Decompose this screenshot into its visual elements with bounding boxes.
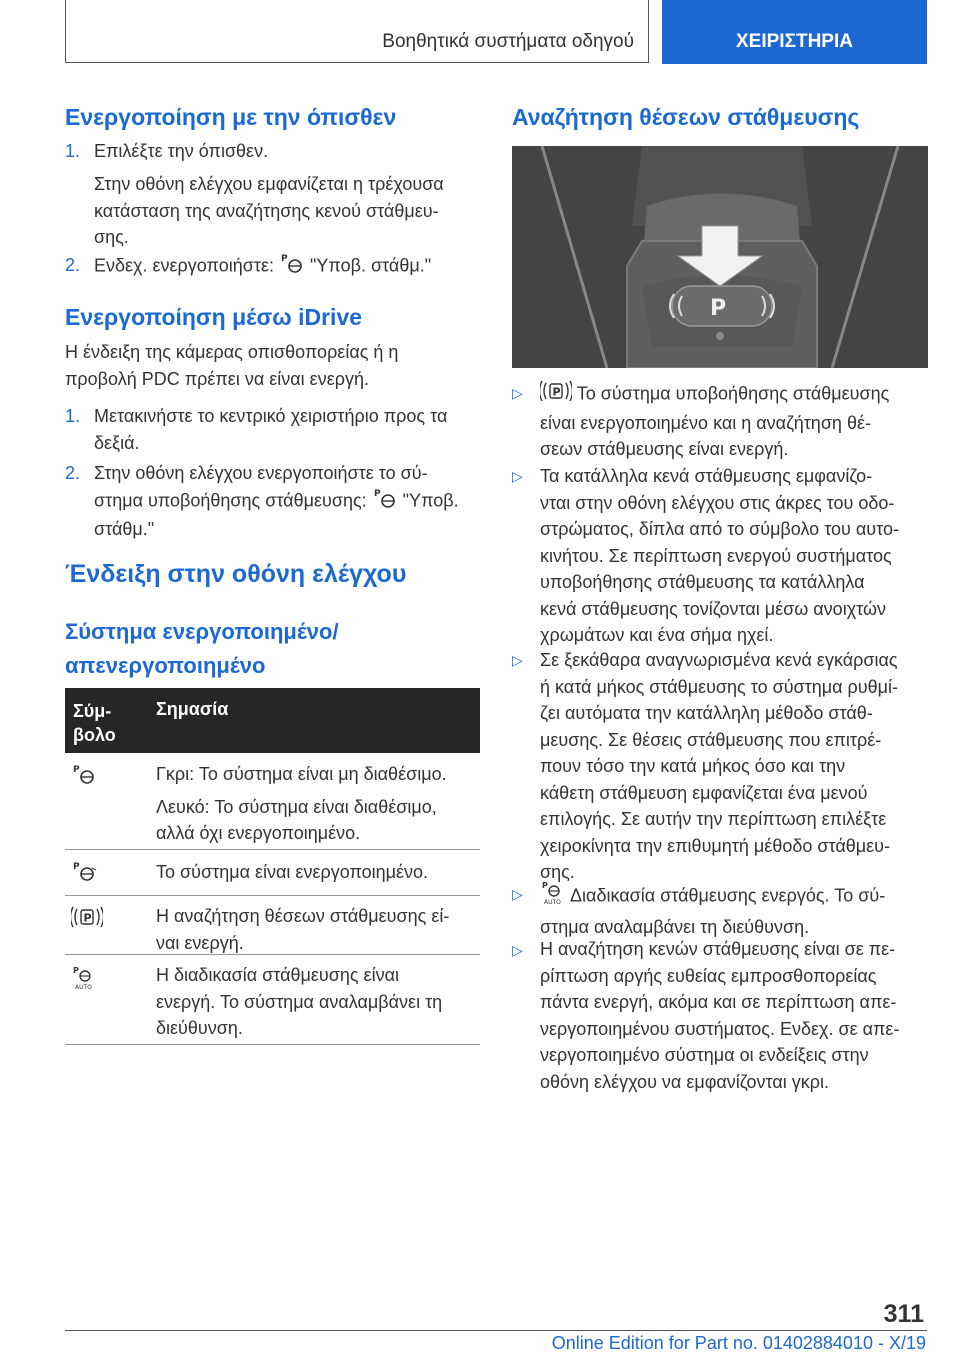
svg-text:P: P	[73, 966, 79, 975]
bullet-text: Τα κατάλληλα κενά στάθμευσης εμφανίζο- νται στην οθόνη ελέγχου στις άκρες του οδο- στρώματος, δίπλα από το σύμβολο του αυτο- κινήτου. Σε περίπτωση ενεργού συστήματος υποβοήθησης στάθμευσης τα κατάλληλα κενά στάθμευσης τονίζονται μέσω ανοιχτών χρωμάτων και ένα σήμα ηχεί.	[540, 466, 900, 645]
svg-text:P: P	[73, 765, 80, 775]
footer-divider	[65, 1330, 927, 1331]
step-number: 2.	[65, 463, 81, 483]
step-text: Επιλέξτε την όπισθεν.	[94, 141, 269, 161]
step-number: 1.	[65, 141, 81, 161]
park-auto-icon	[71, 965, 97, 996]
parking-search-icon	[540, 380, 572, 410]
heading-display: Ένδειξη στην οθόνη ελέγχου	[65, 560, 407, 588]
svg-text:P: P	[281, 254, 288, 264]
park-assist-active-icon	[71, 860, 99, 887]
bullet-text: Σε ξεκάθαρα αναγνωρισμένα κενά εγκάρσιας ή κατά μήκος στάθμευσης το σύστημα ρυθμί- ζει αυτόματα την κατάλληλη μέθοδο στάθ- μευσης. Σε θέσεις στάθμευσης που επιτρέ- πουν τόσο την κατά μήκος όσο και την κάθετη στάθμευση εμφανίζεται ένα μενού επιλογής. Σε αυτήν την περίπτωση επιλέξτε χειροκίνητα την επιθυμητή μέθοδο στάθμευ- σης.	[540, 650, 899, 882]
step-number: 2.	[65, 255, 81, 275]
heading-reverse-activation: Ενεργοποίηση με την όπισθεν	[65, 104, 397, 130]
heading-parking-search: Αναζήτηση θέσεων στάθμευσης	[512, 104, 860, 130]
heading-system-state: Σύστημα ενεργοποιημένο/ απενεργοποιημένο	[65, 619, 339, 678]
step-subtext: Στην οθόνη ελέγχου εμφανίζεται η τρέχουσα κατάσταση της αναζήτησης κενού στάθμευ- σης.	[94, 174, 444, 247]
svg-text:P: P	[542, 881, 548, 890]
step-text: Ενδεχ. ενεργοποιήστε: P "Υποβ. στάθμ."	[94, 252, 431, 282]
park-assist-icon	[71, 763, 97, 790]
svg-text:P: P	[83, 911, 92, 925]
column-header-meaning: Σημασία	[156, 699, 229, 719]
svg-text:P: P	[552, 385, 561, 399]
page-header	[65, 0, 927, 64]
section-title: Βοηθητικά συστήματα οδηγού	[65, 0, 649, 63]
bullet-text: P AUTO Διαδικασία στάθμευσης ενεργός. Το σύ- στημα αναλαμβάνει τη διεύθυνση.	[540, 881, 886, 937]
bullet-marker: ▷	[512, 942, 523, 958]
park-assist-icon	[372, 487, 398, 517]
step-text: Στην οθόνη ελέγχου ενεργοποιήστε το σύ- στημα υποβοήθησης στάθμευσης: P "Υποβ. στάθμ."	[94, 463, 459, 539]
bullet-text: Η αναζήτηση κενών στάθμευσης είναι σε πε- ρίπτωση αργής ευθείας εμπροσθοπορείας πάντα ενεργή, ακόμα και σε περίπτωση απε- νεργοποιημένου συστήματος. Ενδεχ. σε απε- νεργοποιημένο σύστημα οι ενδείξεις στην οθόνη ελέγχου να εμφανίζονται γκρι.	[540, 939, 900, 1092]
bullet-marker: ▷	[512, 652, 523, 668]
parking-search-icon	[71, 906, 103, 933]
heading-idrive-activation: Ενεργοποίηση μέσω iDrive	[65, 304, 363, 330]
svg-text:P: P	[73, 862, 80, 872]
bullet-marker: ▷	[512, 886, 523, 902]
parking-search-illustration	[512, 146, 928, 368]
svg-text:AUTO: AUTO	[75, 984, 92, 991]
step-number: 1.	[65, 406, 81, 426]
bullet-marker: ▷	[512, 468, 523, 484]
park-auto-icon	[540, 880, 566, 914]
table-row: P Γκρι: Το σύστημα είναι μη διαθέσιμο. Λευκό: Το σύστημα είναι διαθέσιμο, αλλά όχι ενεργοποιημένο.	[65, 753, 480, 850]
park-assist-icon	[279, 252, 305, 282]
edition-footer: Online Edition for Part no. 01402884010 - X/19	[551, 1333, 926, 1353]
table-header	[65, 688, 480, 753]
step-text: Μετακινήστε το κεντρικό χειριστήριο προς τα δεξιά.	[94, 406, 448, 453]
svg-text:AUTO: AUTO	[544, 899, 561, 906]
photo-parking-label: P	[710, 296, 727, 321]
intro-text: Η ένδειξη της κάμερας οπισθοπορείας ή η προβολή PDC πρέπει να είναι ενεργή.	[65, 342, 399, 389]
page-number: 311	[883, 1300, 924, 1328]
chapter-tab[interactable]: ΧΕΙΡΙΣΤΗΡΙΑ	[662, 0, 927, 64]
table-row: P Το σύστημα είναι ενεργοποιημένο.	[65, 850, 480, 896]
bullet-text: P Το σύστημα υποβοήθησης στάθμευσης είναι ενεργοποιημένο και η αναζήτηση θέ- σεων στάθμευσης είναι ενεργή.	[540, 380, 889, 463]
table-row: P AUTO Η διαδικασία στάθμευσης είναι ενεργή. Το σύστημα αναλαμβάνει τη διεύθυνση.	[65, 955, 480, 1045]
column-header-symbol: Σύμ- βολο	[73, 701, 116, 745]
table-row: P Η αναζήτηση θέσεων στάθμευσης εί- ναι ενεργή.	[65, 896, 480, 955]
bullet-marker: ▷	[512, 385, 523, 401]
symbol-table	[65, 688, 480, 1045]
svg-text:P: P	[373, 488, 381, 499]
